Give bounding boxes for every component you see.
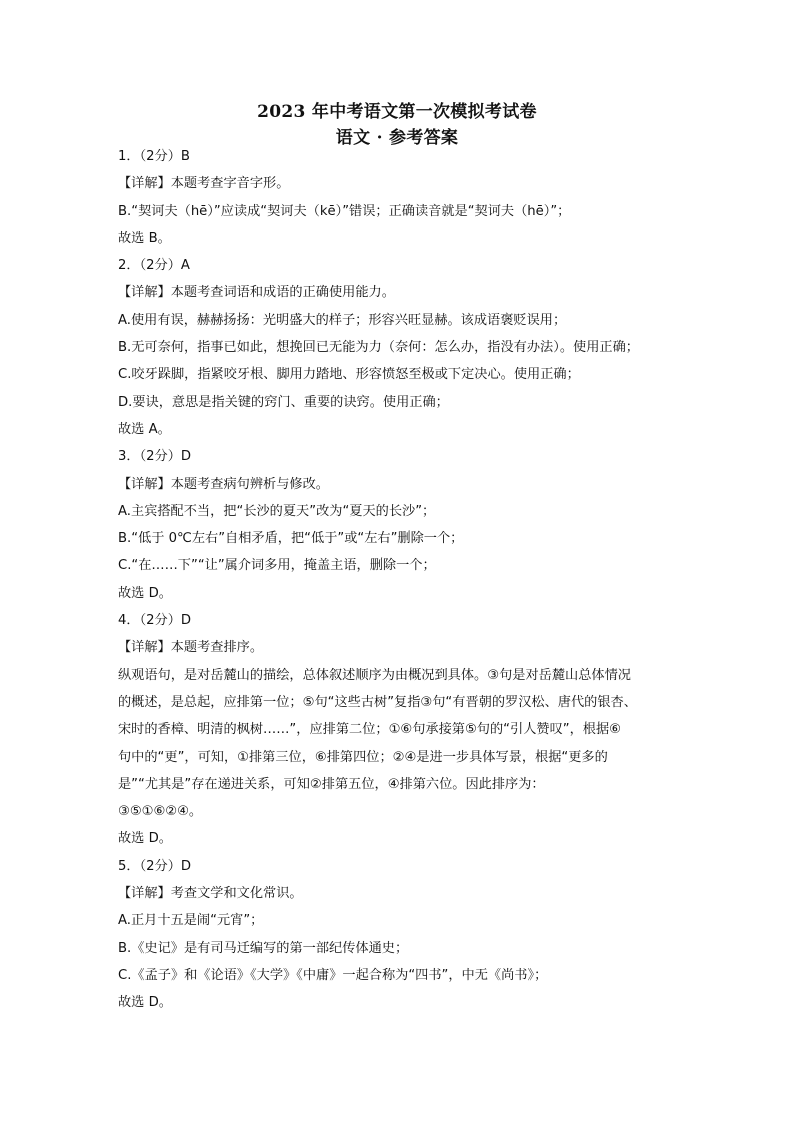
- q2-conclusion: 故选 A。: [118, 421, 171, 437]
- q5-header: 5．（2分）D: [118, 858, 192, 874]
- exam-title: 2023 年中考语文第一次模拟考试卷: [257, 102, 537, 122]
- q5-conclusion: 故选 D。: [118, 995, 172, 1011]
- q5-option-a: A.正月十五是闹“元宵”；: [118, 913, 264, 929]
- q5-explanation: 【详解】考查文学和文化常识。: [118, 886, 303, 902]
- q3-header: 3．（2分）D: [118, 449, 192, 465]
- q2-option-a: A.使用有误，赫赫扬扬：光明盛大的样子；形容兴旺显赫。该成语褒贬误用；: [118, 312, 567, 328]
- q2-option-c: C.咬牙跺脚，指紧咬牙根、脚用力踏地、形容愤怒至极或下定决心。使用正确；: [118, 367, 580, 383]
- q3-conclusion: 故选 D。: [118, 585, 172, 601]
- q4-explanation: 【详解】本题考查排序。: [118, 640, 264, 656]
- q4-order: ③⑤①⑥②④。: [118, 804, 203, 820]
- q2-option-d: D.要诀，意思是指关键的窍门、重要的诀窍。使用正确；: [118, 394, 449, 410]
- q4-paragraph-line: 是”“尤其是”存在递进关系，可知②排第五位，④排第六位。因此排序为：: [118, 776, 545, 792]
- q1-explanation: 【详解】本题考查字音字形。: [118, 176, 290, 192]
- q3-explanation: 【详解】本题考查病句辨析与修改。: [118, 476, 329, 492]
- q4-paragraph-line: 宋时的香樟、明清的枫树……”，应排第二位；①⑥句承接第⑤句的“引人赞叹”，根据⑥: [118, 722, 621, 738]
- q5-option-c: C.《孟子》和《论语》《大学》《中庸》一起合称为“四书”，中无《尚书》；: [118, 967, 548, 983]
- q3-option-c: C.“在……下”“让”属介词多用，掩盖主语，删除一个；: [118, 558, 436, 574]
- q4-conclusion: 故选 D。: [118, 831, 172, 847]
- q2-option-b: B.无可奈何，指事已如此，想挽回已无能为力（奈何：怎么办，指没有办法）。使用正确；: [118, 340, 639, 356]
- q4-paragraph-line: 纵观语句，是对岳麓山的描绘，总体叙述顺序为由概况到具体。③句是对岳麓山总体情况: [118, 667, 631, 683]
- q1-detail: B.“契诃夫（hē）”应读成“契诃夫（kē）”错误；正确读音就是“契诃夫（hē）”；: [118, 203, 571, 219]
- q1-conclusion: 故选 B。: [118, 230, 171, 246]
- q1-header: 1．（2分）B: [118, 149, 190, 164]
- q3-option-a: A.主宾搭配不当，把“长沙的夏天”改为“夏天的长沙”；: [118, 503, 436, 519]
- q4-header: 4．（2分）D: [118, 613, 192, 629]
- q5-option-b: B.《史记》是有司马迁编写的第一部纪传体通史；: [118, 940, 409, 956]
- q3-option-b: B.“低于 0℃左右”自相矛盾，把“低于”或“左右”删除一个；: [118, 531, 464, 547]
- answer-subtitle: 语文 · 参考答案: [335, 128, 459, 148]
- q4-paragraph-line: 句中的“更”，可知，①排第三位，⑥排第四位；②④是进一步具体写景，根据“更多的: [118, 749, 608, 765]
- q2-explanation: 【详解】本题考查词语和成语的正确使用能力。: [118, 285, 395, 301]
- answer-body: [118, 143, 678, 1017]
- q2-header: 2．（2分）A: [118, 258, 190, 274]
- q4-paragraph-line: 的概述，是总起，应排第一位；⑤句“这些古树”复指③句“有晋朝的罗汉松、唐代的银杏、: [118, 694, 637, 710]
